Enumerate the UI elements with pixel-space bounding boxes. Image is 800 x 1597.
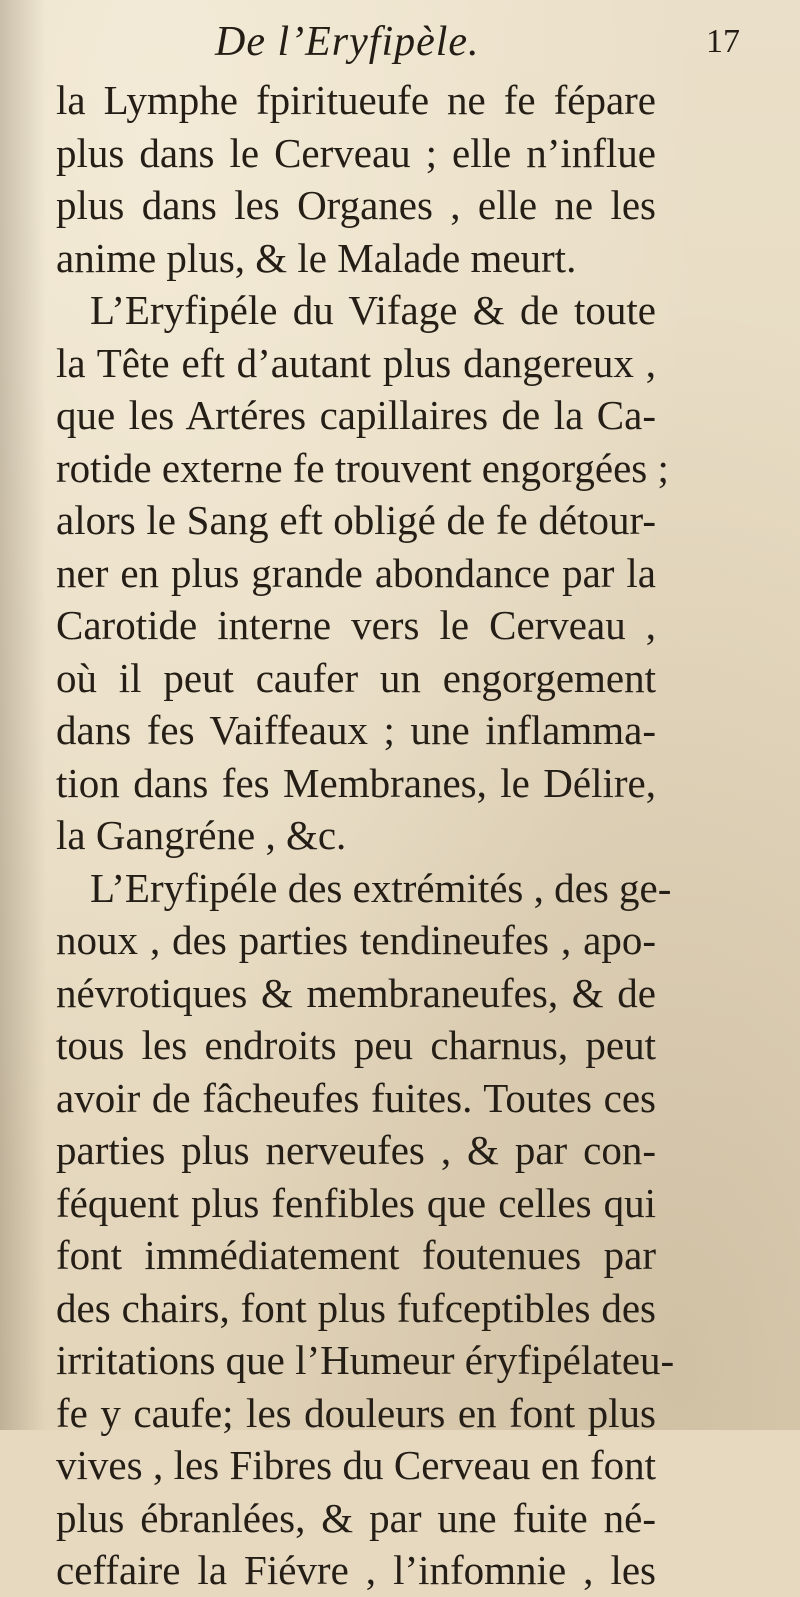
text-line: vives , les Fibres du Cerveau en font (56, 1442, 656, 1488)
text-line: rotide externe fe trouvent engorgées ; (56, 444, 669, 491)
text-line: plus ébranlées, & par une fuite né- (56, 1494, 656, 1541)
page-number: 17 (706, 23, 740, 60)
text-line: alors le Sang eft obligé de fe détour- (56, 497, 656, 543)
page-header (40, 14, 740, 70)
text-line: ceffaire la Fiévre , l’infomnie , les (56, 1547, 656, 1593)
text-line: que les Artéres capillaires de la Ca- (56, 392, 656, 438)
page-gutter-shadow (0, 0, 46, 1430)
text-line: plus dans les Organes , elle ne les (56, 182, 656, 228)
text-line: font immédiatement foutenues par (56, 1232, 656, 1278)
text-line: irritations que l’Humeur éryfipélateu- (56, 1337, 675, 1383)
text-line: où il peut caufer un engorgement (56, 654, 656, 701)
text-line: la Gangréne , &c. (56, 812, 347, 858)
text-line: tous les endroits peu charnus, peut (56, 1022, 656, 1068)
text-line: ner en plus grande abondance par la (56, 549, 656, 596)
text-line: plus dans le Cerveau ; elle n’influe (56, 129, 656, 176)
text-line: névrotiques & membraneufes, & de (56, 969, 656, 1016)
text-line: la Tête eft d’autant plus dangereux , (56, 339, 656, 386)
body-text (56, 74, 675, 1597)
text-line: la Lymphe fpiritueufe ne fe fépare (56, 77, 656, 123)
text-line: L’Eryfipéle du Vifage & de toute (90, 287, 656, 333)
running-title: De l’Eryfipèle. (215, 19, 480, 65)
text-line: avoir de fâcheufes fuites. Toutes ces (56, 1074, 656, 1121)
text-line: noux , des parties tendineufes , apo- (56, 917, 656, 963)
text-line: des chairs, font plus fufceptibles des (56, 1284, 656, 1331)
text-line: Carotide interne vers le Cerveau , (56, 602, 656, 648)
text-line: parties plus nerveufes , & par con- (56, 1127, 656, 1173)
text-line: anime plus, & le Malade meurt. (56, 234, 577, 281)
text-line: dans fes Vaiffeaux ; une inflamma- (56, 707, 656, 753)
text-line: féquent plus fenfibles que celles qui (56, 1179, 656, 1226)
text-line: fe y caufe; les douleurs en font plus (56, 1389, 656, 1436)
text-line: tion dans fes Membranes, le Délire, (56, 759, 656, 806)
text-line: L’Eryfipéle des extrémités , des ge- (90, 864, 672, 911)
